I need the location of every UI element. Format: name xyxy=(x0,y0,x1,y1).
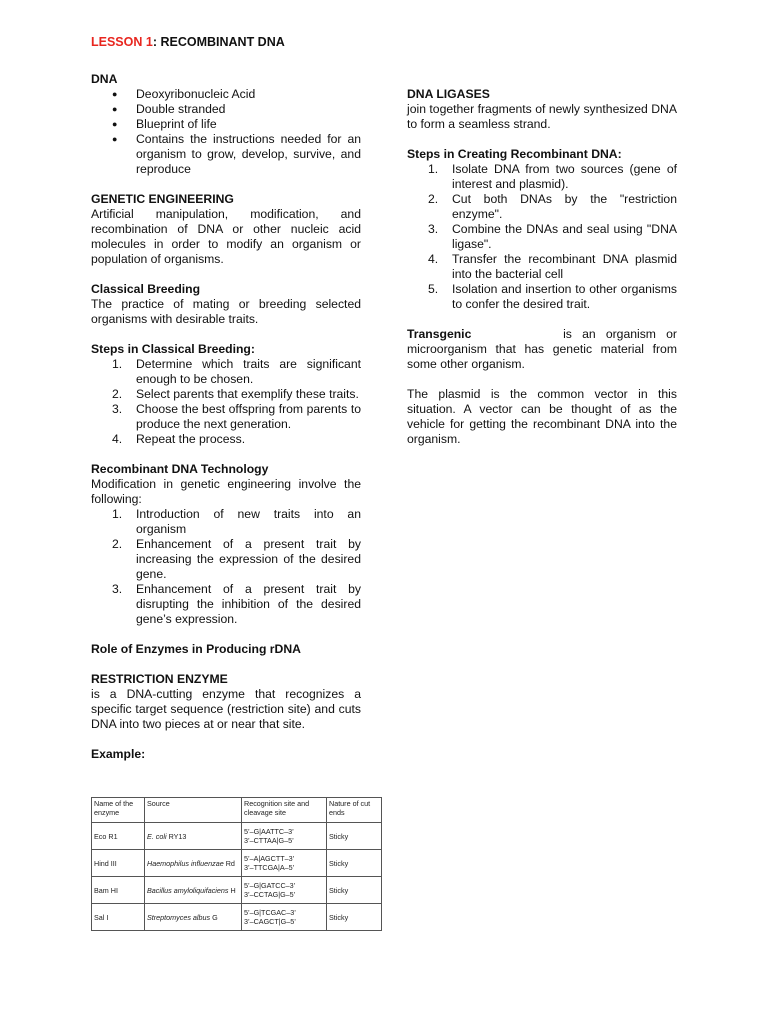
step-text: Cut both DNAs by the "restriction enzyme". xyxy=(452,192,677,221)
cut-ends: Sticky xyxy=(327,823,382,850)
step-text: Repeat the process. xyxy=(136,432,246,446)
col-header-name: Name of the enzyme xyxy=(92,798,145,823)
col-header-site: Recognition site and cleavage site xyxy=(242,798,327,823)
step-text: Choose the best offspring from parents to produce the next generation. xyxy=(136,402,361,431)
dna-ligases-heading: DNA LIGASES xyxy=(407,87,490,101)
bullet-text: Double stranded xyxy=(136,102,226,116)
restriction-enzyme-table xyxy=(91,797,382,931)
step-text: Isolation and insertion to other organisms to confer the desired trait. xyxy=(452,282,677,311)
transgenic-text: is an organism or microorganism that has genetic material from some other organism. xyxy=(407,327,677,371)
table-row xyxy=(92,904,382,931)
list-item: ● Blueprint of life xyxy=(112,117,217,131)
genetic-engineering-heading: GENETIC ENGINEERING xyxy=(91,192,234,206)
list-item: 4. Repeat the process. xyxy=(112,432,246,446)
item-text: Enhancement of a present trait by disrupting the inhibition of the desired gene’s expression. xyxy=(136,582,361,626)
cut-ends: Sticky xyxy=(327,850,382,877)
table-row xyxy=(92,877,382,904)
cut-ends: Sticky xyxy=(327,877,382,904)
cleavage-site: 5’–G|TCGAC–3’ 3’–CAGCT|G–5’ xyxy=(242,904,327,931)
classical-breeding-heading: Classical Breeding xyxy=(91,282,201,296)
genetic-engineering-text: Artificial manipulation, modification, and recombination of DNA or other nucleic acid molecules in order to modify an organism or population of organisms. xyxy=(91,207,361,266)
col-header-ends: Nature of cut ends xyxy=(327,798,382,823)
list-item: 2. Select parents that exemplify these traits. xyxy=(112,387,359,401)
cleavage-site: 5’–G|GATCC–3’ 3’–CCTAG|G–5’ xyxy=(242,877,327,904)
cleavage-site: 5’–G|AATTC–3’ 3’–CTTAA|G–5’ xyxy=(242,823,327,850)
enzyme-name: Sal I xyxy=(92,904,145,931)
cut-ends: Sticky xyxy=(327,904,382,931)
enzyme-source: Streptomyces albus G xyxy=(145,904,242,931)
steps-rdna-list xyxy=(407,162,677,312)
col-header-source: Source xyxy=(145,798,242,823)
list-item: ● Contains the instructions needed for an organism to grow, develop, survive, and reproduce xyxy=(112,132,361,176)
left-column xyxy=(91,72,361,762)
enzyme-source: E. coli RY13 xyxy=(145,823,242,850)
list-item: 4. Transfer the recombinant DNA plasmid into the bacterial cell xyxy=(428,252,677,281)
list-item: ● Double stranded xyxy=(112,102,226,116)
bullet-text: Contains the instructions needed for an organism to grow, develop, survive, and reproduce xyxy=(136,132,361,176)
lesson-title xyxy=(91,35,285,50)
rdna-technology-text: Modification in genetic engineering involve the following: xyxy=(91,477,361,506)
list-item: 2. Enhancement of a present trait by increasing the expression of the desired gene. xyxy=(112,537,361,581)
plasmid-text: The plasmid is the common vector in this situation. A vector can be thought of as the vehicle for getting the recombinant DNA into the organism. xyxy=(407,387,677,446)
right-column xyxy=(407,87,677,447)
steps-breeding-heading: Steps in Classical Breeding: xyxy=(91,342,255,356)
table-row xyxy=(92,823,382,850)
transgenic-term: Transgenic xyxy=(407,327,472,341)
restriction-enzyme-heading: RESTRICTION ENZYME xyxy=(91,672,228,686)
list-item: 3. Enhancement of a present trait by disrupting the inhibition of the desired gene’s expression. xyxy=(112,582,361,626)
list-item: 3. Combine the DNAs and seal using "DNA ligase". xyxy=(428,222,677,251)
steps-breeding-list xyxy=(91,357,361,447)
enzyme-source: Haemophilus influenzae Rd xyxy=(145,850,242,877)
bullet-text: Deoxyribonucleic Acid xyxy=(136,87,256,101)
item-text: Enhancement of a present trait by increasing the expression of the desired gene. xyxy=(136,537,361,581)
lesson-topic: : RECOMBINANT DNA xyxy=(152,35,285,49)
item-text: Introduction of new traits into an organism xyxy=(136,507,361,536)
list-item: 2. Cut both DNAs by the "restriction enzyme". xyxy=(428,192,677,221)
step-text: Select parents that exemplify these traits. xyxy=(136,387,359,401)
enzyme-name: Eco R1 xyxy=(92,823,145,850)
list-item: 3. Choose the best offspring from parents to produce the next generation. xyxy=(112,402,361,431)
dna-bullet-list xyxy=(91,87,361,177)
restriction-enzyme-text: is a DNA-cutting enzyme that recognizes a specific target sequence (restriction site) and cuts DNA into two pieces at or near that site. xyxy=(91,687,361,731)
step-text: Determine which traits are significant enough to be chosen. xyxy=(136,357,361,386)
role-of-enzymes-heading: Role of Enzymes in Producing rDNA xyxy=(91,642,301,656)
table-row xyxy=(92,850,382,877)
list-item: 5. Isolation and insertion to other organisms to confer the desired trait. xyxy=(428,282,677,311)
steps-rdna-heading: Steps in Creating Recombinant DNA: xyxy=(407,147,622,161)
rdna-technology-heading: Recombinant DNA Technology xyxy=(91,462,269,476)
dna-heading: DNA xyxy=(91,72,118,86)
list-item: 1. Determine which traits are significant enough to be chosen. xyxy=(112,357,361,386)
dna-ligases-text: join together fragments of newly synthesized DNA to form a seamless strand. xyxy=(407,102,677,131)
lesson-number: LESSON 1 xyxy=(91,35,153,49)
step-text: Isolate DNA from two sources (gene of interest and plasmid). xyxy=(452,162,677,191)
list-item: 1. Introduction of new traits into an organism xyxy=(112,507,361,536)
example-heading: Example: xyxy=(91,747,146,761)
rdna-technology-list xyxy=(91,507,361,627)
table-header-row xyxy=(92,798,382,823)
transgenic-paragraph xyxy=(407,327,677,372)
list-item: ● Deoxyribonucleic Acid xyxy=(112,87,256,101)
enzyme-name: Bam HI xyxy=(92,877,145,904)
enzyme-source: Bacillus amyloliquifaciens H xyxy=(145,877,242,904)
enzyme-name: Hind III xyxy=(92,850,145,877)
list-item: 1. Isolate DNA from two sources (gene of interest and plasmid). xyxy=(428,162,677,191)
bullet-text: Blueprint of life xyxy=(136,117,217,131)
step-text: Combine the DNAs and seal using "DNA ligase". xyxy=(452,222,677,251)
cleavage-site: 5’–A|AGCTT–3’ 3’–TTCGA|A–5’ xyxy=(242,850,327,877)
classical-breeding-text: The practice of mating or breeding selected organisms with desirable traits. xyxy=(91,297,361,326)
step-text: Transfer the recombinant DNA plasmid into the bacterial cell xyxy=(452,252,677,281)
